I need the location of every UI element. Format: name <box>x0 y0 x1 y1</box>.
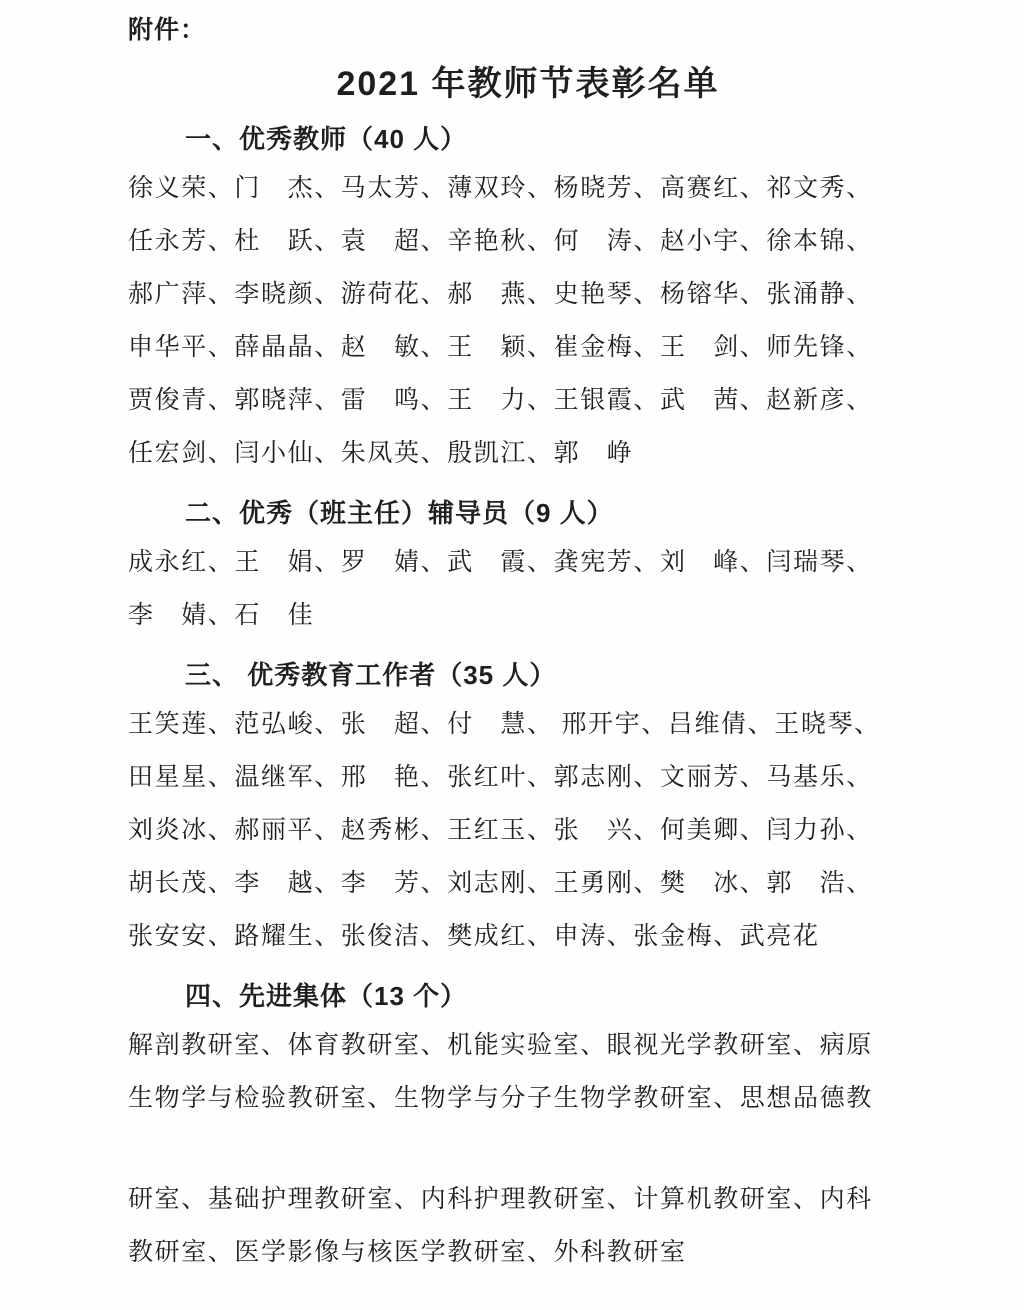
name-list-line: 贾俊青、郭晓萍、雷 鸣、王 力、王银霞、武 茜、赵新彦、 <box>128 387 873 414</box>
name-list-line: 田星星、温继军、邢 艳、张红叶、郭志刚、文丽芳、马基乐、 <box>128 764 873 791</box>
section-2-heading: 二、优秀（班主任）辅导员（9 人） <box>185 498 614 528</box>
name-list-line: 李 婧、石 佳 <box>128 602 315 629</box>
page-break-gap <box>128 1125 928 1173</box>
document-title: 2021 年教师节表彰名单 <box>336 65 720 103</box>
section-advanced-collectives <box>128 978 928 1279</box>
section-excellent-teachers <box>128 121 928 480</box>
collective-list-line: 生物学与检验教研室、生物学与分子生物学教研室、思想品德教 <box>128 1085 873 1112</box>
section-excellent-education-workers <box>128 657 928 963</box>
section-3-heading: 三、 优秀教育工作者（35 人） <box>185 660 557 690</box>
collective-list-line: 教研室、医学影像与核医学教研室、外科教研室 <box>128 1239 687 1266</box>
collective-list-line: 研室、基础护理教研室、内科护理教研室、计算机教研室、内科 <box>128 1186 873 1213</box>
name-list-line: 任永芳、杜 跃、袁 超、辛艳秋、何 涛、赵小宇、徐本锦、 <box>128 228 873 255</box>
collective-list-line: 解剖教研室、体育教研室、机能实验室、眼视光学教研室、病原 <box>128 1032 873 1059</box>
name-list-line: 刘炎冰、郝丽平、赵秀彬、王红玉、张 兴、何美卿、闫力孙、 <box>128 817 873 844</box>
name-list-line: 任宏剑、闫小仙、朱凤英、殷凯江、郭 峥 <box>128 440 634 467</box>
section-1-heading: 一、优秀教师（40 人） <box>185 124 468 154</box>
name-list-line: 郝广萍、李晓颜、游荷花、郝 燕、史艳琴、杨镕华、张涌静、 <box>128 281 873 308</box>
section-excellent-head-teachers <box>128 495 928 642</box>
name-list-line: 徐义荣、门 杰、马太芳、薄双玲、杨晓芳、高赛红、祁文秀、 <box>128 175 873 202</box>
name-list-line: 胡长茂、李 越、李 芳、刘志刚、王勇刚、樊 冰、郭 浩、 <box>128 870 873 897</box>
name-list-line: 张安安、路耀生、张俊洁、樊成红、申涛、张金梅、武亮花 <box>128 923 820 950</box>
name-list-line: 王笑莲、范弘峻、张 超、付 慧、 邢开宇、吕维倩、王晓琴、 <box>128 711 881 738</box>
name-list-line: 成永红、王 娟、罗 婧、武 霞、龚宪芳、刘 峰、闫瑞琴、 <box>128 549 873 576</box>
name-list-line: 申华平、薛晶晶、赵 敏、王 颖、崔金梅、王 剑、师先锋、 <box>128 334 873 361</box>
section-4-heading: 四、先进集体（13 个） <box>185 981 468 1011</box>
attachment-label: 附件： <box>128 16 207 44</box>
